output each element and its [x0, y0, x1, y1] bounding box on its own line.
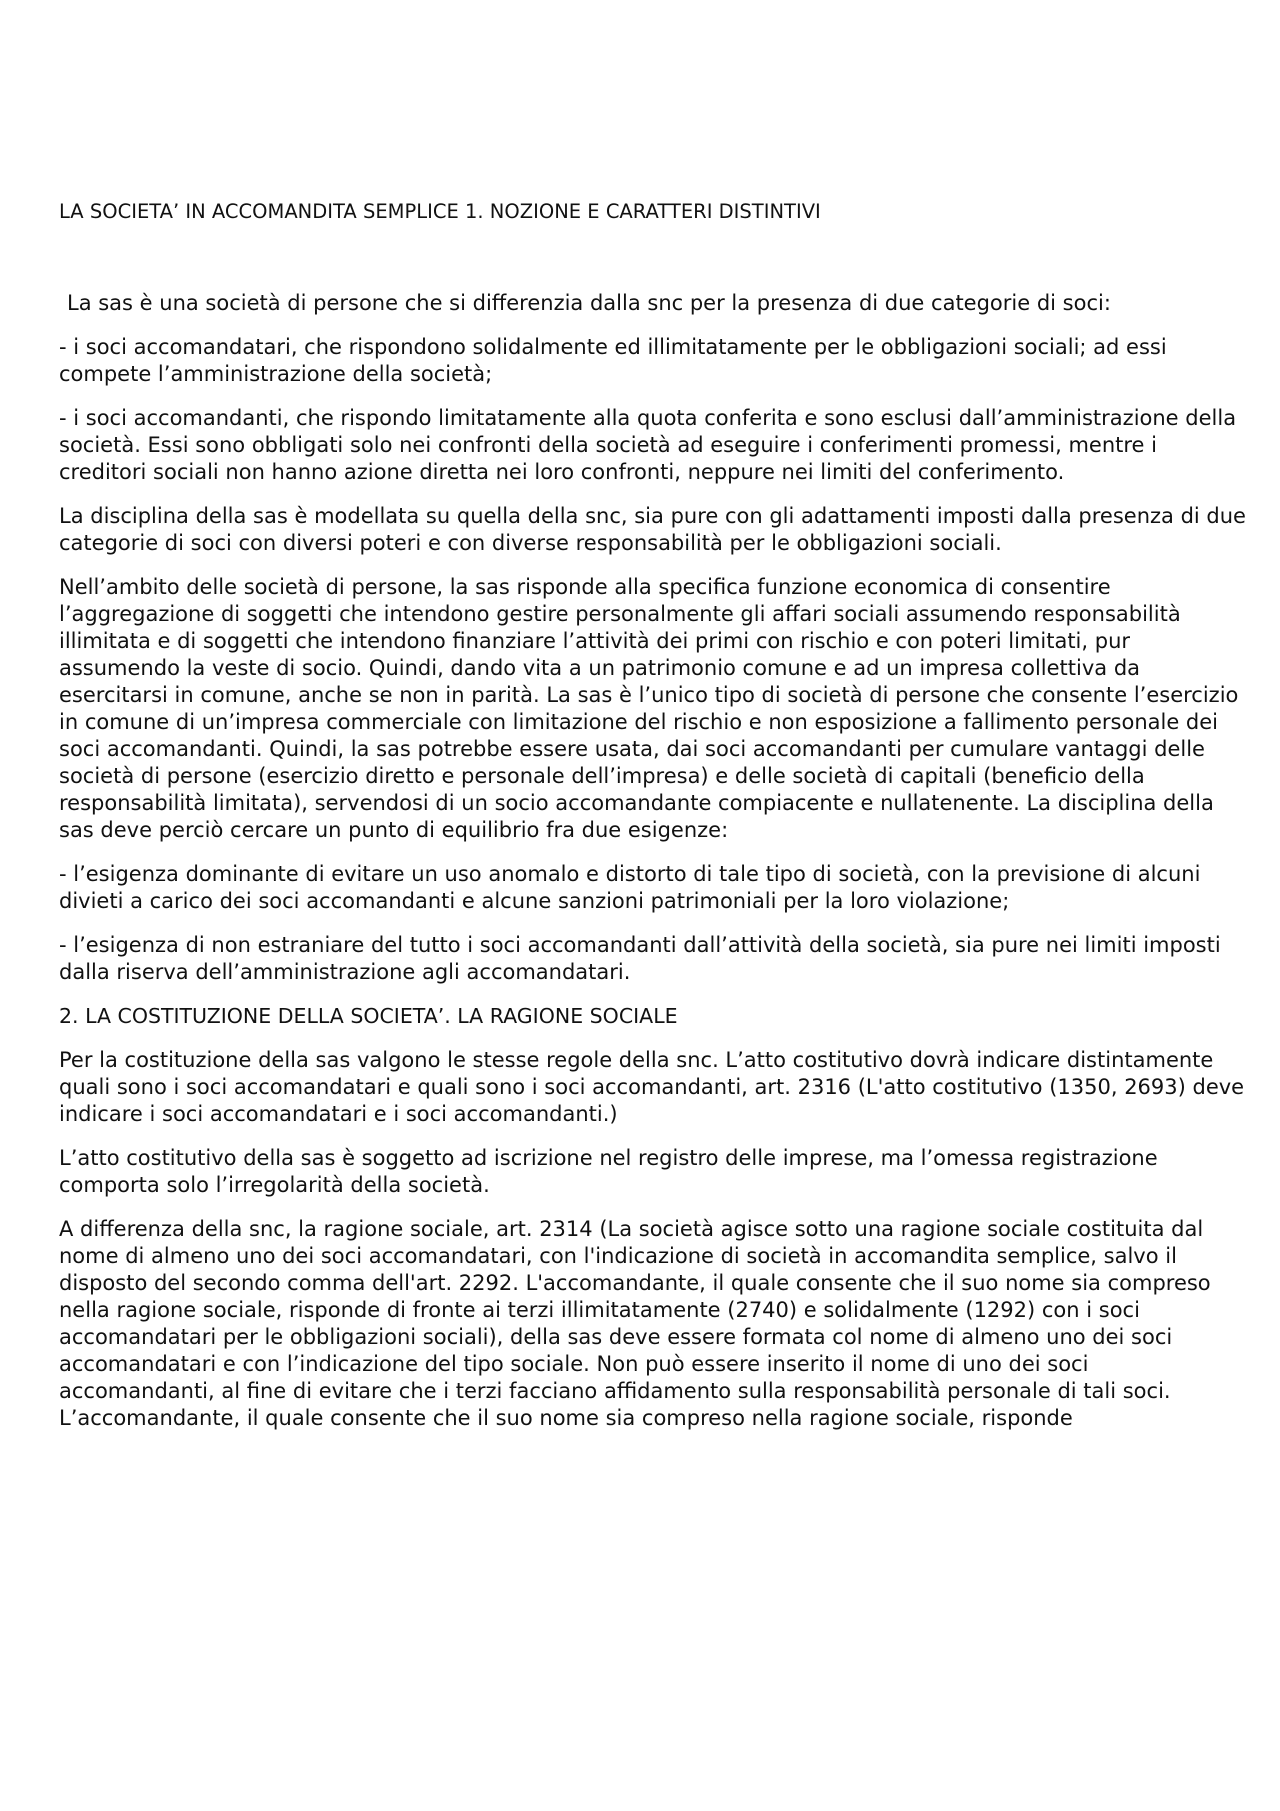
esigenza-2-bullet: - l’esigenza di non estraniare del tutto i soci accomandanti dall’attività della società, sia pure nei limiti imposti dalla riserva dell’amministrazione agli accomandatari. — [59, 933, 1221, 984]
document-body — [59, 198, 1249, 1449]
esigenza-1-bullet: - l’esigenza dominante di evitare un uso anomalo e distorto di tale tipo di società, con la previsione di alcuni divieti a carico dei soci accomandanti e alcune sanzioni patrimoniali per la loro violazione; — [59, 862, 1201, 913]
bullet-accomandanti: - i soci accomandanti, che rispondo limitatamente alla quota conferita e sono esclusi dall’amministrazione della società. Essi sono obbligati solo nei confronti della società ad eseguire i conferimenti promessi, mentre i creditori sociali non hanno azione diretta nei loro confronti, neppure nei limiti del conferimento. — [59, 406, 1237, 484]
ambito-paragraph: Nell’ambito delle società di persone, la sas risponde alla specifica funzione economica di consentire l’aggregazione di soggetti che intendono gestire personalmente gli affari sociali assumendo responsabilità illimitata e di soggetti che intendono finanziare l’attività dei primi con rischio e con poteri limitati, pur assumendo la veste di socio. Quindi, dando vita a un patrimonio comune e ad un impresa collettiva da esercitarsi in comune, anche se non in parità. La sas è l’unico tipo di società di persone che consente l’esercizio in comune di un’impresa commerciale con limitazione del rischio e non esposizione a fallimento personale dei soci accomandanti. Quindi, la sas potrebbe essere usata, dai soci accomandanti per cumulare vantaggi delle società di persone (esercizio diretto e personale dell’impresa) e delle società di capitali (beneficio della responsabilità limitata), servendosi di un socio accomandante compiacente e nullatenente. La disciplina della sas deve perciò cercare un punto di equilibrio fra due esigenze: — [59, 575, 1239, 842]
iscrizione-paragraph: L’atto costitutivo della sas è soggetto ad iscrizione nel registro delle imprese, ma l’omessa registrazione comporta solo l’irregolarità della società. — [59, 1146, 1158, 1197]
disciplina-paragraph: La disciplina della sas è modellata su quella della snc, sia pure con gli adattamenti imposti dalla presenza di due categorie di soci con diversi poteri e con diverse responsabilità per le obbligazioni sociali. — [59, 504, 1246, 555]
ragione-sociale-paragraph: A differenza della snc, la ragione sociale, art. 2314 (La società agisce sotto una ragione sociale costituita dal nome di almeno uno dei soci accomandatari, con l'indicazione di società in accomandita semplice, salvo il disposto del secondo comma dell'art. 2292. L'accomandante, il quale consente che il suo nome sia compreso nella ragione sociale, risponde di fronte ai terzi illimitatamente (2740) e solidalmente (1292) con i soci accomandatari per le obbligazioni sociali), della sas deve essere formata col nome di almeno uno dei soci accomandatari e con l’indicazione del tipo sociale. Non può essere inserito il nome di uno dei soci accomandanti, al fine di evitare che i terzi facciano affidamento sulla responsabilità personale di tali soci. L’accomandante, il quale consente che il suo nome sia compreso nella ragione sociale, risponde — [59, 1217, 1211, 1430]
bullet-accomandatari: - i soci accomandatari, che rispondono solidalmente ed illimitatamente per le obbligazioni sociali; ad essi compete l’amministrazione della società; — [59, 335, 1167, 386]
intro-paragraph: La sas è una società di persone che si differenzia dalla snc per la presenza di due categorie di soci: — [67, 291, 1111, 315]
costituzione-paragraph: Per la costituzione della sas valgono le stesse regole della snc. L’atto costitutivo dovrà indicare distintamente quali sono i soci accomandatari e quali sono i soci accomandanti, art. 2316 (L'atto costitutivo (1350, 2693) deve indicare i soci accomandatari e i soci accomandanti.) — [59, 1048, 1245, 1126]
document-title: LA SOCIETA’ IN ACCOMANDITA SEMPLICE 1. NOZIONE E CARATTERI DISTINTIVI — [59, 200, 821, 223]
section-2-heading: 2. LA COSTITUZIONE DELLA SOCIETA’. LA RAGIONE SOCIALE — [59, 1004, 678, 1028]
